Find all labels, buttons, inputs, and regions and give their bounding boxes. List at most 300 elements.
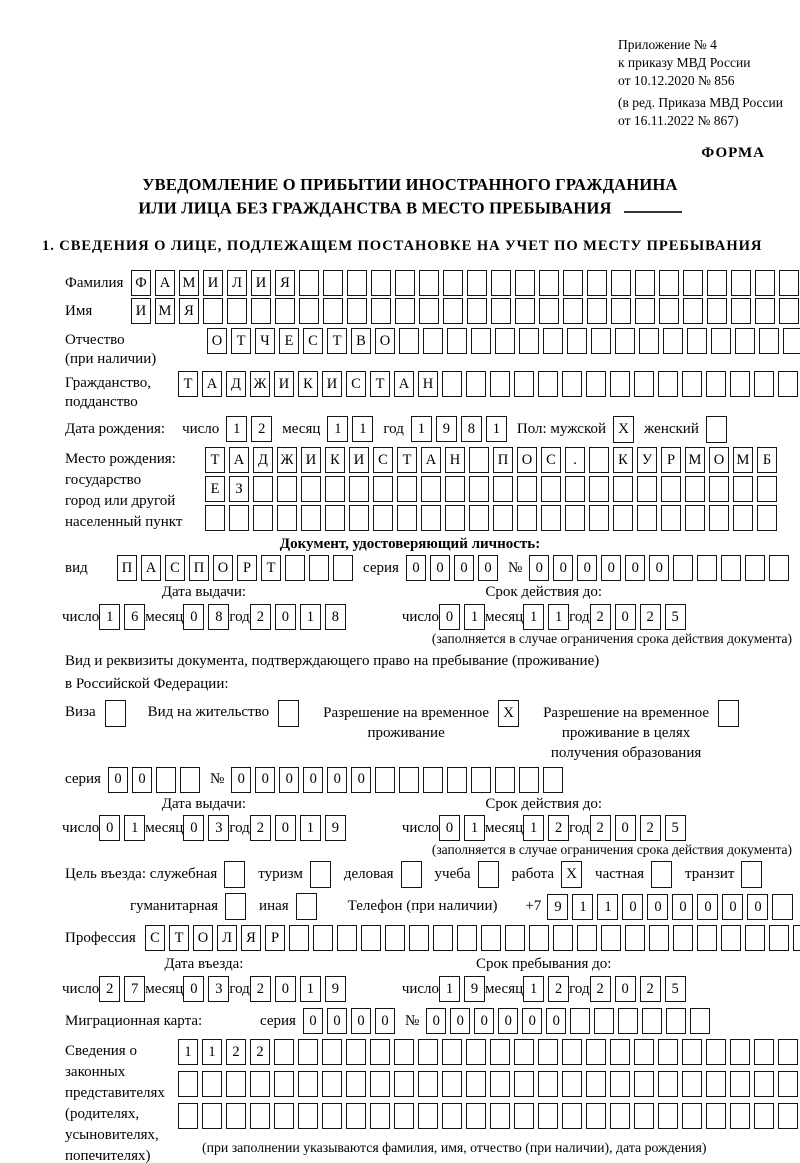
purpose-business-checkbox [401,861,422,888]
doc-issue-day-cells [99,604,145,630]
birth-place-cells-row2 [205,476,777,502]
surname-label: Фамилия [65,274,124,291]
char-cell [707,298,727,324]
char-cell [757,476,777,502]
gender-male-label: Пол: мужской [516,420,607,437]
char-cell [731,270,751,296]
stay-day-cells [439,976,485,1002]
char-cell: 8 [325,604,346,630]
permit-expiry-year-cells [590,815,686,841]
char-cell [418,1039,438,1065]
char-cell: 1 [439,976,460,1002]
permit-number-cells [231,767,563,793]
permit-expiry-title: Срок действия до: [485,795,603,812]
residence-permit-checkbox [278,700,299,727]
legal-reps-cells-row3 [178,1103,800,1129]
char-cell [313,925,333,951]
char-cell [610,371,630,397]
birth-year-cells [411,416,507,442]
char-cell [682,1071,702,1097]
temp-residence-checkbox: X [498,700,519,727]
char-cell [421,505,441,531]
char-cell [349,505,369,531]
citizenship-row [65,371,790,412]
char-cell: Я [179,298,199,324]
char-cell [322,1071,342,1097]
char-cell: 0 [498,1008,518,1034]
char-cell [301,505,321,531]
char-cell [442,1103,462,1129]
char-cell [658,1071,678,1097]
char-cell [253,476,273,502]
citizenship-cells [178,371,800,397]
char-cell [625,925,645,951]
char-cell: О [709,447,729,473]
char-cell [731,298,751,324]
legal-reps-row [65,1039,790,1163]
char-cell [466,371,486,397]
char-cell [721,925,741,951]
char-cell [711,328,731,354]
char-cell [649,925,669,951]
char-cell: А [155,270,175,296]
char-cell: Р [237,555,257,581]
char-cell [346,1071,366,1097]
temp-residence-education-label [543,700,709,763]
month-label: месяц [282,420,321,437]
char-cell [697,555,717,581]
char-cell: 0 [553,555,573,581]
appendix-line: Приложение № 4 [618,37,717,52]
char-cell [682,1103,702,1129]
char-cell [349,476,369,502]
purpose-tourism-checkbox [310,861,331,888]
surname-cells [131,270,800,296]
char-cell: А [229,447,249,473]
char-cell: 1 [178,1039,198,1065]
entry-year-cells [250,976,346,1002]
char-cell: 9 [325,815,346,841]
char-cell: 0 [622,894,643,920]
char-cell: 1 [523,976,544,1002]
char-cell [370,1039,390,1065]
char-cell [707,270,727,296]
mc-number-cells [426,1008,710,1034]
patronymic-cells [207,328,800,354]
char-cell [457,925,477,951]
char-cell [577,925,597,951]
birth-date-label: Дата рождения: [65,420,166,437]
legal-reps-note: (при заполнении указываются фамилия, имя, отчество (при наличии), дата рождения) [202,1139,707,1155]
phone-prefix: +7 [525,898,542,915]
char-cell: И [301,447,321,473]
char-cell [419,270,439,296]
char-cell: 0 [132,767,152,793]
citizenship-label-line2: подданство [65,393,138,410]
char-cell: Т [261,555,281,581]
doc-number-label: № [507,560,523,577]
char-cell: 0 [647,894,668,920]
char-cell [778,1103,798,1129]
permit-seriya-label: серия [65,771,101,788]
char-cell [466,1039,486,1065]
char-cell: 0 [430,555,450,581]
char-cell: Т [178,371,198,397]
char-cell [772,894,793,920]
purpose-other-checkbox [296,893,317,920]
char-cell [663,328,683,354]
char-cell [759,328,779,354]
char-cell: О [375,328,395,354]
char-cell [370,1071,390,1097]
char-cell [178,1071,198,1097]
char-cell [469,476,489,502]
stay-year-cells [590,976,686,1002]
doc-expiry-year-cells [590,604,686,630]
char-cell [333,555,353,581]
birth-day-cells [226,416,272,442]
purpose-private-label: частная [595,866,645,883]
char-cell: К [613,447,633,473]
char-cell [399,328,419,354]
visa-label: Виза [65,703,96,720]
char-cell: 0 [454,555,474,581]
char-cell: 0 [615,976,636,1002]
char-cell [229,505,249,531]
char-cell [541,505,561,531]
residence-doc-dates [62,795,790,842]
char-cell [447,328,467,354]
year-label: год [229,980,250,997]
char-cell: 9 [547,894,568,920]
char-cell: 2 [548,815,569,841]
permit-issue-day-cells [99,815,145,841]
char-cell [635,298,655,324]
char-cell: 5 [665,815,686,841]
char-cell: Н [418,371,438,397]
char-cell: Т [397,447,417,473]
char-cell [543,328,563,354]
doc-seriya-cells [406,555,498,581]
char-cell: 6 [124,604,145,630]
char-cell [634,1071,654,1097]
mc-number-label: № [404,1012,420,1029]
char-cell [397,505,417,531]
char-cell [443,298,463,324]
identity-doc-header: Документ, удостоверяющий личность: [279,535,541,552]
char-cell [659,298,679,324]
char-cell: С [303,328,323,354]
char-cell [673,555,693,581]
char-cell: М [733,447,753,473]
char-cell: 0 [327,1008,347,1034]
char-cell: 2 [250,976,271,1002]
char-cell [562,1039,582,1065]
profession-row [65,925,790,951]
char-cell: 0 [406,555,426,581]
migration-card-label: Миграционная карта: [65,1012,203,1029]
char-cell: Т [205,447,225,473]
char-cell: Т [370,371,390,397]
char-cell [706,1071,726,1097]
month-label: месяц [145,980,184,997]
char-cell [337,925,357,951]
char-cell [658,1103,678,1129]
char-cell [298,1039,318,1065]
char-cell: 0 [303,767,323,793]
char-cell [639,328,659,354]
char-cell: С [541,447,561,473]
char-cell: 8 [208,604,229,630]
char-cell: 2 [251,416,272,442]
char-cell: 1 [572,894,593,920]
char-cell [250,1071,270,1097]
char-cell: 1 [300,604,321,630]
char-cell: 0 [183,976,204,1002]
char-cell [682,1039,702,1065]
char-cell [778,1071,798,1097]
birth-place-cells-row3 [205,505,777,531]
char-cell: А [202,371,222,397]
char-cell [180,767,200,793]
doc-expiry-group [402,583,686,630]
char-cell [253,505,273,531]
char-cell [661,505,681,531]
char-cell [423,767,443,793]
year-label: год [229,819,250,836]
char-cell: 0 [255,767,275,793]
char-cell: 0 [231,767,251,793]
char-cell: 1 [99,604,120,630]
legal-reps-label [65,1039,178,1163]
char-cell [299,298,319,324]
char-cell: С [346,371,366,397]
char-cell: С [165,555,185,581]
char-cell [610,1071,630,1097]
permit-number-label: № [209,771,225,788]
permit-seriya-cells [108,767,200,793]
char-cell [399,767,419,793]
char-cell: 0 [529,555,549,581]
birth-date-row [65,416,790,443]
char-cell [730,371,750,397]
char-cell [490,1071,510,1097]
char-cell: 0 [478,555,498,581]
month-label: месяц [485,980,524,997]
char-cell: 0 [747,894,768,920]
char-cell [409,925,429,951]
char-cell [433,925,453,951]
char-cell: 1 [124,815,145,841]
year-label: год [569,608,590,625]
char-cell: Р [661,447,681,473]
char-cell [471,328,491,354]
birth-place-label-line2: государство [65,471,142,488]
char-cell [346,1103,366,1129]
char-cell: 5 [665,604,686,630]
legal-reps-label-line4: (родителях, [65,1105,140,1122]
char-cell: 1 [548,604,569,630]
char-cell: П [189,555,209,581]
char-cell [467,270,487,296]
blank-underline [624,196,682,214]
legal-reps-label-line5: усыновителях, [65,1126,159,1143]
char-cell: П [493,447,513,473]
char-cell [553,925,573,951]
char-cell [202,1071,222,1097]
purpose-other-label: иная [259,898,289,915]
permit-expiry-group [402,795,686,842]
char-cell [733,476,753,502]
char-cell [491,270,511,296]
char-cell: Б [757,447,777,473]
char-cell: К [325,447,345,473]
char-cell [587,270,607,296]
phone-cells [547,894,793,920]
char-cell [755,298,775,324]
char-cell [309,555,329,581]
char-cell: 0 [275,976,296,1002]
day-label: число [62,608,100,625]
char-cell: Н [445,447,465,473]
char-cell [447,767,467,793]
char-cell [491,298,511,324]
char-cell [539,298,559,324]
char-cell: 2 [250,604,271,630]
char-cell [251,298,271,324]
stay-month-cells [523,976,569,1002]
month-label: месяц [485,608,524,625]
char-cell [490,371,510,397]
doc-expiry-day-cells [439,604,485,630]
char-cell: 1 [411,416,432,442]
char-cell [615,328,635,354]
day-label: число [401,980,440,997]
char-cell: Д [226,371,246,397]
char-cell [709,476,729,502]
char-cell [757,505,777,531]
char-cell: 9 [325,976,346,1002]
purpose-study-checkbox [478,861,499,888]
char-cell [745,555,765,581]
char-cell: 0 [625,555,645,581]
char-cell: Д [253,447,273,473]
char-cell [445,505,465,531]
char-cell [418,1071,438,1097]
appendix-reference [618,36,800,130]
temp-residence-label [323,700,489,743]
char-cell [683,270,703,296]
gender-male-checkbox: X [613,416,634,443]
entry-dates [62,955,790,1002]
char-cell: Ф [131,270,151,296]
char-cell: 0 [375,1008,395,1034]
entry-purpose-row2 [130,893,790,920]
char-cell: В [351,328,371,354]
char-cell [323,298,343,324]
char-cell [706,1039,726,1065]
char-cell [466,1071,486,1097]
year-label: год [383,420,404,437]
char-cell: Е [279,328,299,354]
doc-issue-title: Дата выдачи: [161,584,247,601]
char-cell [385,925,405,951]
char-cell [778,1039,798,1065]
birth-place-row [65,447,790,533]
char-cell [697,925,717,951]
char-cell [769,925,789,951]
char-cell [565,505,585,531]
day-label: число [62,819,100,836]
day-label: число [401,608,440,625]
residence-doc-line1: Вид и реквизиты документа, подтверждающего право на пребывание (проживание) [65,653,600,670]
doc-number-cells [529,555,789,581]
char-cell: Ж [277,447,297,473]
char-cell: 1 [486,416,507,442]
char-cell [205,505,225,531]
char-cell: С [145,925,165,951]
char-cell [779,270,799,296]
birth-month-cells [327,416,373,442]
char-cell: 0 [672,894,693,920]
char-cell [419,298,439,324]
birth-place-label-line3: город или другой [65,492,176,509]
option-residence-permit [148,700,299,727]
purpose-tourism-label: туризм [258,866,303,883]
char-cell: Ч [255,328,275,354]
char-cell [543,767,563,793]
char-cell: 9 [436,416,457,442]
char-cell [754,371,774,397]
char-cell: 1 [327,416,348,442]
option-temp-residence [323,700,519,743]
identity-doc-dates [62,583,790,630]
char-cell: М [179,270,199,296]
char-cell [495,767,515,793]
char-cell [298,1071,318,1097]
char-cell [442,1039,462,1065]
char-cell [538,1071,558,1097]
char-cell [274,1039,294,1065]
char-cell [285,555,305,581]
char-cell: 0 [577,555,597,581]
char-cell: 1 [523,604,544,630]
entry-date-title: Дата въезда: [164,956,244,973]
char-cell [323,270,343,296]
char-cell [178,1103,198,1129]
char-cell [565,476,585,502]
legal-reps-label-line6: попечителях) [65,1147,151,1163]
char-cell [778,371,798,397]
birth-place-cells-row1 [205,447,777,473]
char-cell: Е [205,476,225,502]
char-cell [299,270,319,296]
char-cell: И [131,298,151,324]
doc-issue-year-cells [250,604,346,630]
char-cell [754,1103,774,1129]
char-cell [322,1103,342,1129]
char-cell: А [421,447,441,473]
char-cell: 0 [439,604,460,630]
char-cell: 1 [523,815,544,841]
char-cell [687,328,707,354]
char-cell: 0 [474,1008,494,1034]
char-cell [610,1039,630,1065]
char-cell [514,1103,534,1129]
char-cell: 0 [450,1008,470,1034]
char-cell [443,270,463,296]
char-cell [361,925,381,951]
